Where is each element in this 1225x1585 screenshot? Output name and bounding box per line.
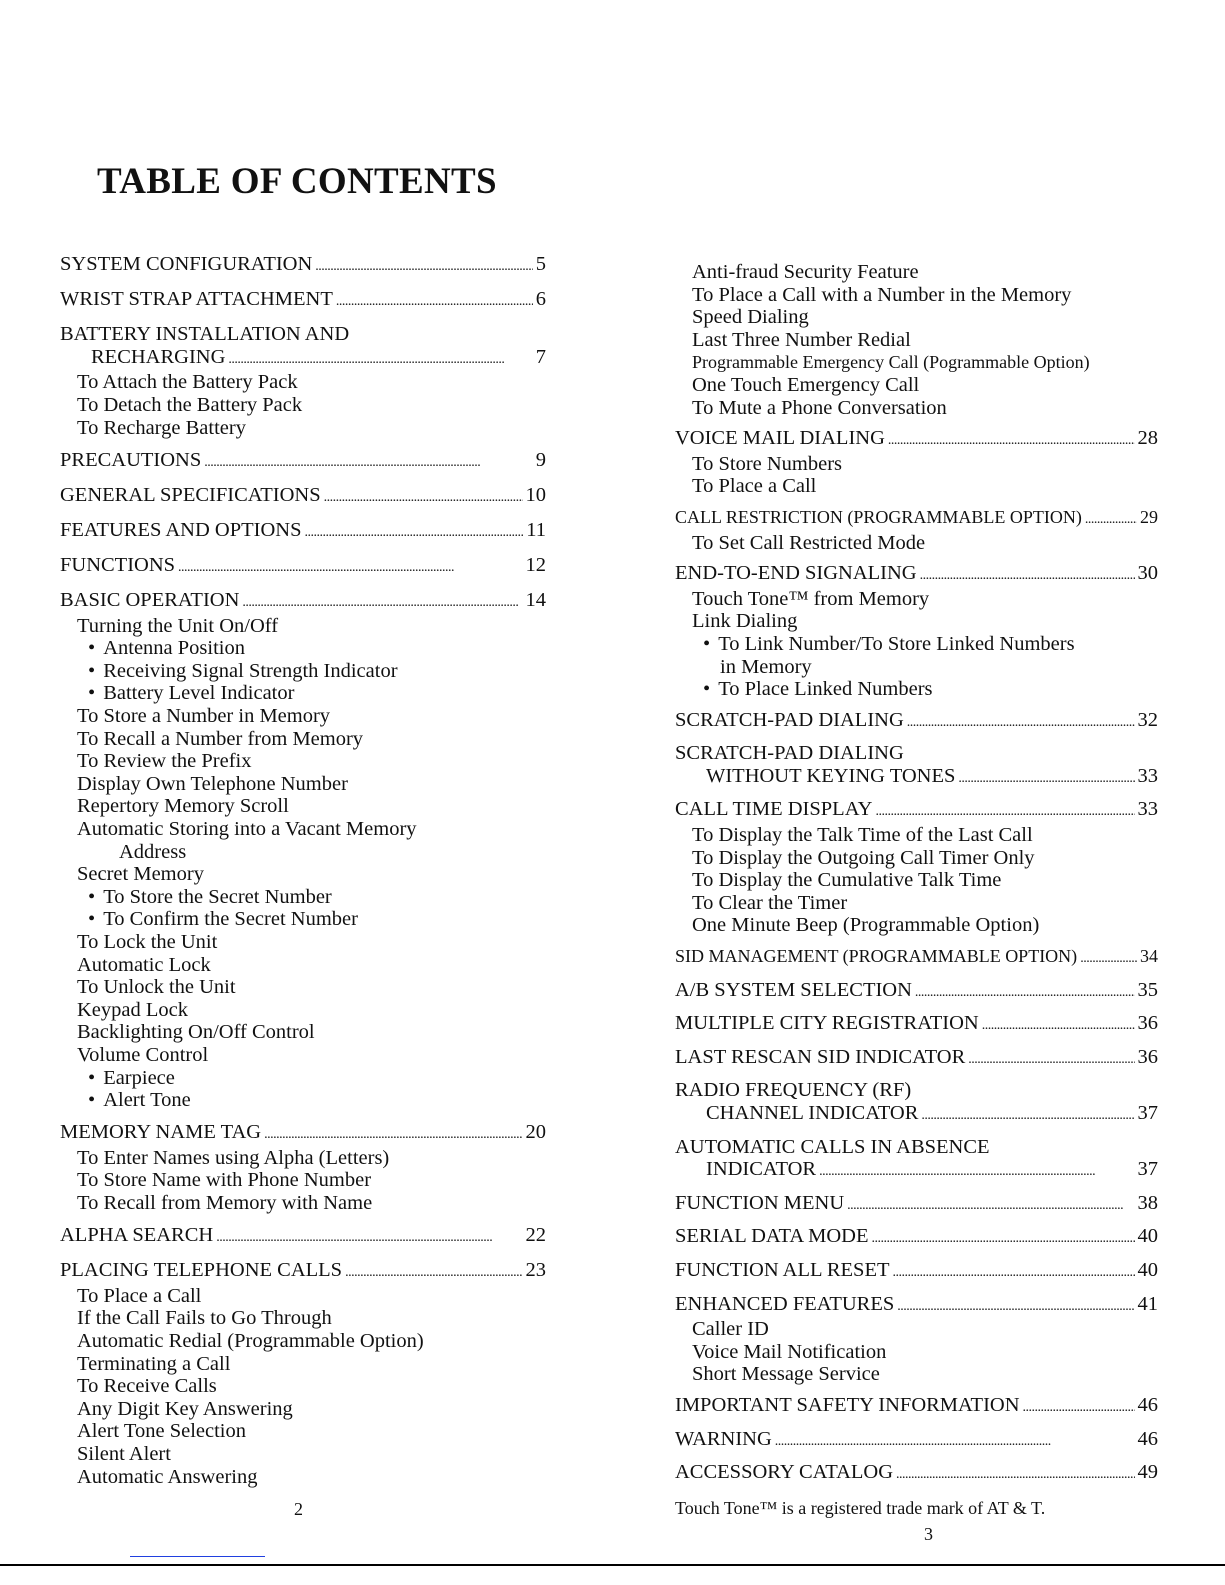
trademark-footnote: Touch Tone™ is a registered trade mark of AT & T. — [675, 1497, 1046, 1518]
toc-page-number: 36 — [1137, 1012, 1158, 1035]
toc-section-entry[interactable] — [675, 1046, 1158, 1072]
toc-subentry[interactable]: To Recharge Battery — [77, 416, 246, 439]
toc-page-number: 30 — [1137, 562, 1158, 585]
toc-bullet-entry[interactable]: • To Place Linked Numbers — [675, 678, 1158, 701]
dot-leader — [893, 1259, 1135, 1285]
toc-page-number: 22 — [525, 1224, 546, 1247]
toc-subentry[interactable]: To Lock the Unit — [77, 930, 218, 953]
dot-leader — [304, 519, 523, 545]
scan-mark-line — [130, 1556, 265, 1557]
toc-subentry[interactable]: Terminating a Call — [77, 1352, 231, 1375]
page-number-right: 3 — [924, 1523, 933, 1544]
dot-leader — [178, 554, 522, 580]
toc-page-number: 12 — [525, 553, 546, 576]
toc-page-number: 34 — [1140, 946, 1158, 967]
toc-section-title: BASIC OPERATION — [60, 589, 240, 612]
dot-leader — [324, 484, 523, 510]
dot-leader — [921, 1102, 1134, 1128]
toc-section-entry[interactable] — [675, 1079, 1158, 1127]
toc-subentry[interactable]: To Mute a Phone Conversation — [692, 396, 947, 419]
toc-subentry[interactable]: To Receive Calls — [77, 1375, 217, 1398]
toc-section-title: SCRATCH-PAD DIALING — [675, 708, 904, 731]
toc-section-entry[interactable] — [60, 323, 546, 371]
toc-page-number: 36 — [1137, 1045, 1158, 1068]
toc-section-title-line — [675, 709, 1158, 735]
toc-section-title-line — [60, 484, 546, 510]
toc-section-title-line — [60, 288, 546, 314]
toc-page-number: 33 — [1137, 798, 1158, 821]
toc-page-number: 37 — [1137, 1102, 1158, 1124]
toc-subentry[interactable]: To Store Name with Phone Number — [77, 1169, 372, 1192]
toc-section-title: SERIAL DATA MODE — [675, 1225, 869, 1248]
dot-leader — [204, 449, 533, 475]
toc-section-title-line — [675, 798, 1158, 824]
toc-section-entry[interactable] — [675, 1394, 1158, 1420]
toc-section-title-line — [60, 1121, 546, 1147]
toc-subentry[interactable]: To Place a Call — [692, 475, 817, 498]
toc-subentry[interactable]: To Unlock the Unit — [77, 976, 236, 999]
toc-section-entry[interactable] — [60, 288, 546, 314]
toc-subentry[interactable]: To Place a Call with a Number in the Memory — [692, 283, 1072, 306]
toc-bullet-entry[interactable]: • Battery Level Indicator — [60, 682, 546, 705]
toc-section-entry[interactable] — [60, 484, 546, 510]
toc-subentry[interactable]: To Display the Cumulative Talk Time — [692, 869, 1002, 892]
toc-section-entry[interactable] — [675, 709, 1158, 735]
toc-section-title: FUNCTION ALL RESET — [675, 1258, 890, 1281]
toc-page-number: 11 — [526, 518, 546, 541]
toc-page-number: 29 — [1140, 506, 1158, 527]
toc-section-title-line — [675, 1259, 1158, 1285]
toc-subentry[interactable]: To Display the Talk Time of the Last Call — [692, 824, 1033, 847]
toc-section-title: WARNING — [675, 1427, 772, 1450]
toc-subentry[interactable]: To Display the Outgoing Call Timer Only — [692, 846, 1035, 869]
toc-section-entry[interactable] — [60, 589, 546, 615]
toc-section-entry[interactable] — [675, 945, 1158, 971]
toc-subentry[interactable]: Link Dialing — [692, 610, 798, 633]
toc-page-number: 46 — [1137, 1427, 1158, 1450]
toc-section-title-line — [675, 1293, 1158, 1319]
toc-subentry[interactable]: Display Own Telephone Number — [77, 772, 348, 795]
page-edge-line — [0, 1564, 1225, 1566]
dot-leader — [958, 765, 1134, 791]
toc-subentry[interactable]: Volume Control — [77, 1043, 209, 1066]
toc-page-number: 10 — [525, 483, 546, 506]
toc-section-title-line — [675, 1136, 1158, 1159]
toc-subentry[interactable]: If the Call Fails to Go Through — [77, 1307, 332, 1330]
toc-section-title: IMPORTANT SAFETY INFORMATION — [675, 1393, 1020, 1416]
toc-section-title: LAST RESCAN SID INDICATOR — [675, 1045, 966, 1068]
dot-leader — [897, 1293, 1134, 1319]
toc-bullet-entry[interactable]: • Receiving Signal Strength Indicator — [60, 660, 546, 683]
toc-section-title-line — [60, 1224, 546, 1250]
toc-right-column — [675, 261, 1158, 1545]
toc-section-title-line — [60, 346, 546, 372]
toc-section-title-line — [675, 945, 1158, 971]
toc-subentry[interactable]: To Attach the Battery Pack — [77, 371, 298, 394]
toc-section-entry[interactable] — [675, 1192, 1158, 1218]
toc-section-title: ALPHA SEARCH — [60, 1224, 214, 1247]
toc-left-column — [60, 253, 546, 1520]
toc-subentry[interactable]: One Minute Beep (Programmable Option) — [692, 914, 1040, 937]
toc-bullet-entry[interactable]: • Antenna Position — [60, 637, 546, 660]
toc-section-entry[interactable] — [675, 427, 1158, 453]
toc-section-title: SCRATCH-PAD DIALING — [675, 742, 904, 765]
toc-section-title: FEATURES AND OPTIONS — [60, 518, 302, 541]
toc-page-number: 38 — [1137, 1191, 1158, 1214]
toc-subentry[interactable]: Address — [119, 840, 187, 863]
toc-section-title-line — [675, 1046, 1158, 1072]
toc-section-title: A/B SYSTEM SELECTION — [675, 978, 912, 1001]
toc-subentry[interactable]: To Store Numbers — [692, 452, 843, 475]
toc-section-entry[interactable] — [675, 1136, 1158, 1184]
toc-left-list — [60, 253, 546, 1488]
toc-subentry[interactable]: Touch Tone™ from Memory — [692, 587, 930, 610]
toc-section-entry[interactable] — [675, 1428, 1158, 1454]
toc-bullet-entry[interactable]: • To Confirm the Secret Number — [60, 908, 546, 931]
toc-section-entry[interactable] — [60, 554, 546, 580]
dot-leader — [920, 562, 1135, 588]
toc-bullet-entry[interactable]: • To Store the Secret Number — [60, 886, 546, 909]
toc-subentry[interactable]: To Review the Prefix — [77, 750, 252, 773]
toc-section-title-line — [675, 765, 1158, 791]
toc-subentry[interactable]: in Memory — [720, 655, 812, 678]
dot-leader — [872, 1225, 1135, 1251]
toc-section-title: INDICATOR — [706, 1158, 817, 1181]
toc-page-number: 9 — [535, 448, 546, 471]
toc-page-number: 40 — [1137, 1258, 1158, 1281]
toc-section-title: RADIO FREQUENCY (RF) — [675, 1079, 912, 1102]
toc-section-title: FUNCTIONS — [60, 553, 176, 576]
toc-section-entry[interactable] — [60, 253, 546, 279]
toc-section-title-line — [60, 449, 546, 475]
dot-leader — [336, 288, 533, 314]
dot-leader — [1085, 506, 1137, 532]
toc-section-title: CALL TIME DISPLAY — [675, 798, 873, 821]
toc-subentry[interactable]: Short Message Service — [692, 1363, 880, 1386]
toc-subentry[interactable]: Programmable Emergency Call (Pogrammable Option) — [692, 352, 1090, 373]
toc-subentry[interactable]: Caller ID — [692, 1318, 769, 1341]
dot-leader — [1080, 945, 1137, 971]
toc-subentry[interactable]: Automatic Redial (Programmable Option) — [77, 1329, 424, 1352]
toc-subentry[interactable]: Automatic Storing into a Vacant Memory — [77, 817, 417, 840]
toc-subentry[interactable]: Anti-fraud Security Feature — [692, 261, 919, 283]
dot-leader — [968, 1046, 1134, 1072]
toc-subentry[interactable]: To Clear the Timer — [692, 891, 848, 914]
toc-section-entry[interactable] — [60, 449, 546, 475]
toc-section-title-line — [60, 554, 546, 580]
toc-subentry[interactable]: To Recall a Number from Memory — [77, 727, 364, 750]
toc-page-number: 37 — [1137, 1158, 1158, 1181]
toc-subentry[interactable]: To Recall from Memory with Name — [77, 1191, 373, 1214]
toc-section-title: MEMORY NAME TAG — [60, 1121, 262, 1144]
toc-section-title-line — [60, 1259, 546, 1285]
toc-section-title-line — [675, 506, 1158, 532]
toc-page-number: 46 — [1137, 1393, 1158, 1416]
toc-page-number: 23 — [525, 1259, 546, 1282]
page-title: TABLE OF CONTENTS — [97, 161, 497, 202]
toc-page-number: 35 — [1137, 978, 1158, 1001]
dot-leader — [896, 1461, 1134, 1487]
dot-leader — [264, 1121, 522, 1147]
toc-page-number: 5 — [535, 253, 546, 275]
toc-section-title-line — [60, 589, 546, 615]
toc-section-title-line — [675, 1461, 1158, 1487]
toc-subentry[interactable]: Speed Dialing — [692, 306, 809, 329]
toc-section-title-line — [675, 979, 1158, 1005]
toc-page-number: 33 — [1137, 764, 1158, 787]
toc-subentry[interactable]: To Set Call Restricted Mode — [692, 531, 926, 554]
toc-page-number: 28 — [1137, 427, 1158, 450]
toc-bullet-entry[interactable]: • Earpiece — [60, 1067, 546, 1090]
dot-leader — [847, 1192, 1134, 1218]
toc-subentry[interactable]: Backlighting On/Off Control — [77, 1021, 315, 1044]
toc-subentry[interactable]: To Detach the Battery Pack — [77, 393, 303, 416]
toc-section-title: CALL RESTRICTION (PROGRAMMABLE OPTION) — [675, 506, 1082, 527]
toc-section-entry[interactable] — [60, 519, 546, 545]
toc-section-title-line — [60, 519, 546, 545]
toc-subentry[interactable]: To Place a Call — [77, 1284, 202, 1307]
toc-section-title: SID MANAGEMENT (PROGRAMMABLE OPTION) — [675, 946, 1078, 967]
dot-leader — [907, 709, 1135, 735]
toc-page-number: 32 — [1137, 708, 1158, 731]
toc-section-title-line — [675, 742, 1158, 765]
toc-section-title-line — [675, 562, 1158, 588]
dot-leader — [915, 979, 1135, 1005]
toc-page-number: 41 — [1137, 1292, 1158, 1315]
toc-page-number: 49 — [1137, 1461, 1158, 1484]
dot-leader — [888, 427, 1135, 453]
toc-section-title: WITHOUT KEYING TONES — [706, 764, 956, 787]
toc-section-title-line — [675, 1158, 1158, 1184]
toc-section-entry[interactable] — [675, 1461, 1158, 1487]
toc-section-title: MULTIPLE CITY REGISTRATION — [675, 1012, 979, 1035]
toc-subentry[interactable]: Automatic Lock — [77, 953, 211, 976]
toc-section-title: WRIST STRAP ATTACHMENT — [60, 288, 333, 311]
toc-page-number: 6 — [535, 288, 546, 311]
toc-section-entry[interactable] — [675, 506, 1158, 532]
toc-section-entry[interactable] — [60, 1224, 546, 1250]
toc-section-title: BATTERY INSTALLATION AND — [60, 323, 350, 346]
toc-section-title: PRECAUTIONS — [60, 448, 202, 471]
toc-section-entry[interactable] — [675, 798, 1158, 824]
toc-section-title: VOICE MAIL DIALING — [675, 427, 885, 450]
toc-section-entry[interactable] — [675, 742, 1158, 790]
dot-leader — [216, 1224, 522, 1250]
toc-subentry[interactable]: Turning the Unit On/Off — [77, 614, 279, 637]
toc-subentry[interactable]: Voice Mail Notification — [692, 1340, 887, 1363]
dot-leader — [345, 1259, 522, 1285]
toc-section-entry[interactable] — [675, 979, 1158, 1005]
toc-section-title: FUNCTION MENU — [675, 1191, 845, 1214]
toc-section-entry[interactable] — [675, 1012, 1158, 1038]
toc-section-title: GENERAL SPECIFICATIONS — [60, 483, 321, 506]
toc-subentry[interactable]: Alert Tone Selection — [77, 1420, 246, 1443]
toc-page-number: 7 — [535, 345, 546, 368]
toc-section-title: RECHARGING — [91, 345, 226, 368]
toc-section-title-line — [60, 253, 546, 279]
dot-leader — [1023, 1394, 1135, 1420]
toc-section-entry[interactable] — [675, 562, 1158, 588]
dot-leader — [228, 346, 532, 372]
toc-section-entry[interactable] — [60, 1259, 546, 1285]
toc-section-title-line — [675, 1225, 1158, 1251]
toc-section-title-line — [675, 1394, 1158, 1420]
toc-section-title: ENHANCED FEATURES — [675, 1292, 895, 1315]
dot-leader — [819, 1158, 1134, 1184]
toc-section-title-line — [675, 1428, 1158, 1454]
page-number-left: 2 — [294, 1499, 303, 1520]
toc-right-list — [675, 261, 1158, 1487]
toc-subentry[interactable]: Repertory Memory Scroll — [77, 795, 289, 818]
toc-section-title-line — [675, 427, 1158, 453]
toc-section-title-line — [675, 1079, 1158, 1102]
toc-page-number: 20 — [525, 1121, 546, 1144]
toc-subentry[interactable]: One Touch Emergency Call — [692, 373, 920, 396]
toc-bullet-entry[interactable]: • Alert Tone — [60, 1089, 546, 1112]
toc-section-entry[interactable] — [60, 1121, 546, 1147]
dot-leader — [315, 253, 532, 279]
toc-section-title-line — [675, 1102, 1158, 1128]
toc-subentry[interactable]: To Enter Names using Alpha (Letters) — [77, 1146, 390, 1169]
toc-subentry[interactable]: Keypad Lock — [77, 998, 188, 1021]
dot-leader — [982, 1012, 1135, 1038]
toc-page-number: 40 — [1137, 1225, 1158, 1248]
dot-leader — [242, 589, 522, 615]
dot-leader — [775, 1428, 1135, 1454]
toc-section-title: PLACING TELEPHONE CALLS — [60, 1259, 343, 1282]
toc-section-entry[interactable] — [675, 1225, 1158, 1251]
toc-section-title-line — [60, 323, 546, 346]
toc-section-title-line — [675, 1012, 1158, 1038]
toc-section-title: END-TO-END SIGNALING — [675, 562, 917, 585]
toc-section-title-line — [675, 1192, 1158, 1218]
toc-subentry[interactable]: Secret Memory — [77, 863, 204, 886]
toc-section-title: CHANNEL INDICATOR — [706, 1102, 919, 1124]
toc-subentry[interactable]: Automatic Answering — [77, 1465, 258, 1488]
toc-section-title: AUTOMATIC CALLS IN ABSENCE — [675, 1135, 990, 1158]
toc-subentry[interactable]: To Store a Number in Memory — [77, 705, 331, 727]
dot-leader — [875, 798, 1134, 824]
toc-subentry[interactable]: Any Digit Key Answering — [77, 1397, 293, 1420]
toc-section-entry[interactable] — [675, 1259, 1158, 1285]
toc-page-number: 14 — [525, 589, 546, 612]
toc-bullet-entry[interactable]: • To Link Number/To Store Linked Numbers — [675, 633, 1158, 656]
toc-section-title: SYSTEM CONFIGURATION — [60, 253, 313, 275]
toc-section-title: ACCESSORY CATALOG — [675, 1461, 894, 1484]
toc-section-entry[interactable] — [675, 1293, 1158, 1319]
toc-subentry[interactable]: Silent Alert — [77, 1442, 171, 1465]
toc-subentry[interactable]: Last Three Number Redial — [692, 328, 911, 351]
